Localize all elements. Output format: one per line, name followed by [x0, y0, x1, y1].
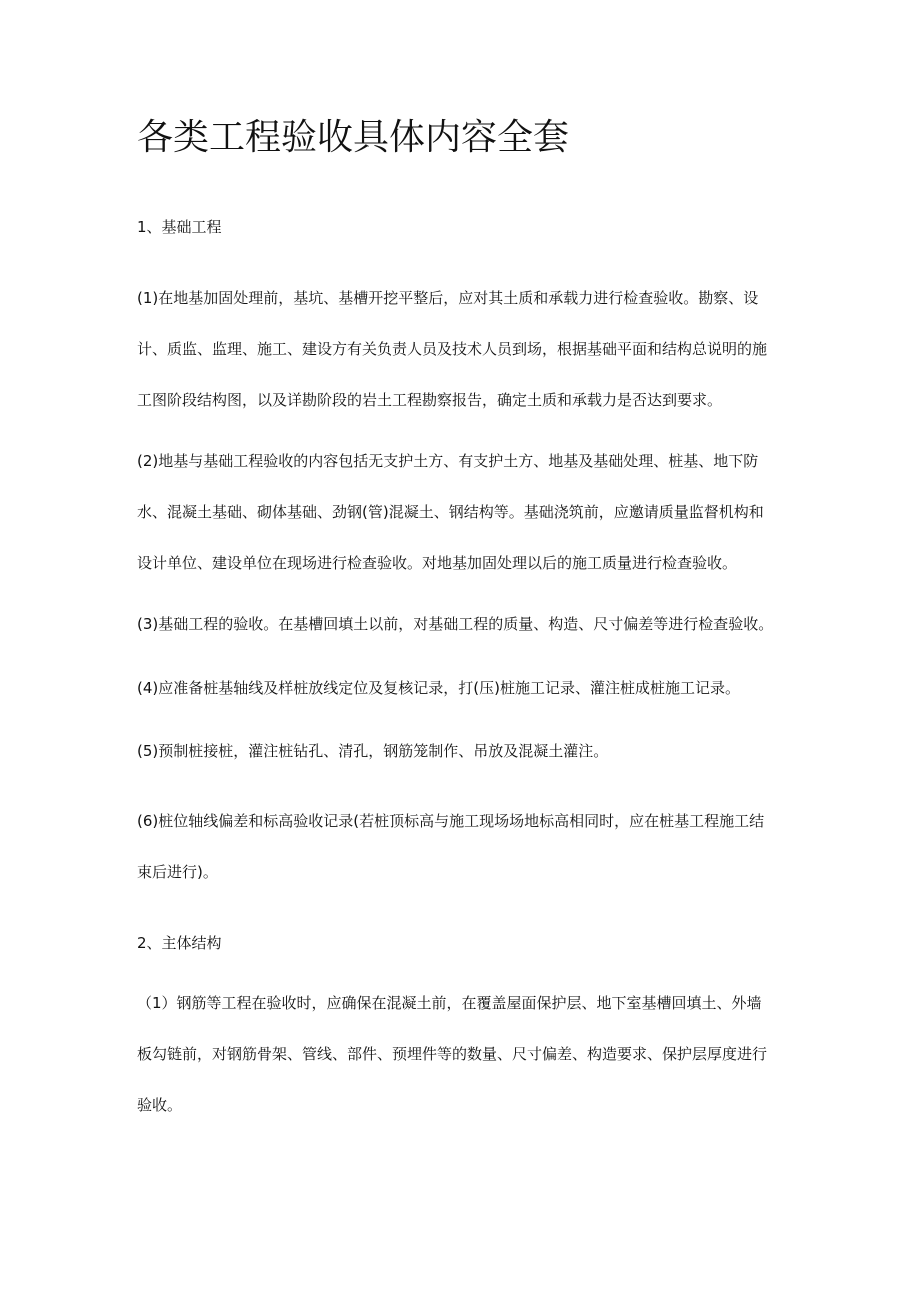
paragraph-line: 设计单位、建设单位在现场进行检查验收。对地基加固处理以后的施工质量进行检查验收。 [137, 554, 738, 572]
paragraph-line: 验收。 [137, 1096, 183, 1114]
paragraph-foundation-4 [137, 675, 787, 701]
paragraph-line: (5)预制桩接桩，灌注桩钻孔、清孔，钢筋笼制作、吊放及混凝土灌注。 [137, 742, 609, 760]
paragraph-foundation-2 [137, 448, 787, 576]
paragraph-line: (3)基础工程的验收。在基槽回填土以前，对基础工程的质量、构造、尺寸偏差等进行检查验收。 [137, 615, 774, 633]
paragraph-line: 工图阶段结构图，以及详勘阶段的岩土工程勘察报告，确定土质和承载力是否达到要求。 [137, 391, 723, 409]
paragraph-line: (1)在地基加固处理前，基坑、基槽开挖平整后，应对其土质和承载力进行检查验收。勘察、设 [137, 289, 759, 307]
paragraph-foundation-5 [137, 738, 787, 764]
paragraph-line: 水、混凝土基础、砌体基础、劲钢(管)混凝土、钢结构等。基础浇筑前，应邀请质量监督机构和 [137, 503, 764, 521]
paragraph-main-structure-1 [137, 990, 787, 1118]
section-heading-main-structure: 2、主体结构 [137, 934, 222, 952]
paragraph-line: 板勾链前，对钢筋骨架、管线、部件、预埋件等的数量、尺寸偏差、构造要求、保护层厚度进行 [137, 1045, 768, 1063]
paragraph-foundation-1 [137, 285, 787, 413]
paragraph-foundation-6 [137, 808, 787, 885]
section-heading-foundation: 1、基础工程 [137, 218, 222, 236]
paragraph-line: (6)桩位轴线偏差和标高验收记录(若桩顶标高与施工现场场地标高相同时，应在桩基工程施工结 [137, 812, 765, 830]
paragraph-line: (4)应准备桩基轴线及样桩放线定位及复核记录，打(压)桩施工记录、灌注桩成桩施工记录。 [137, 679, 740, 697]
paragraph-line: 束后进行)。 [137, 863, 218, 881]
document-title: 各类工程验收具体内容全套 [137, 117, 570, 158]
paragraph-line: (2)地基与基础工程验收的内容包括无支护土方、有支护土方、地基及基础处理、桩基、地下防 [137, 452, 759, 470]
paragraph-line: （1）钢筋等工程在验收时，应确保在混凝土前，在覆盖屋面保护层、地下室基槽回填土、外墙 [137, 994, 762, 1012]
paragraph-line: 计、质监、监理、施工、建设方有关负责人员及技术人员到场，根据基础平面和结构总说明的施 [137, 340, 768, 358]
paragraph-foundation-3 [137, 611, 787, 637]
